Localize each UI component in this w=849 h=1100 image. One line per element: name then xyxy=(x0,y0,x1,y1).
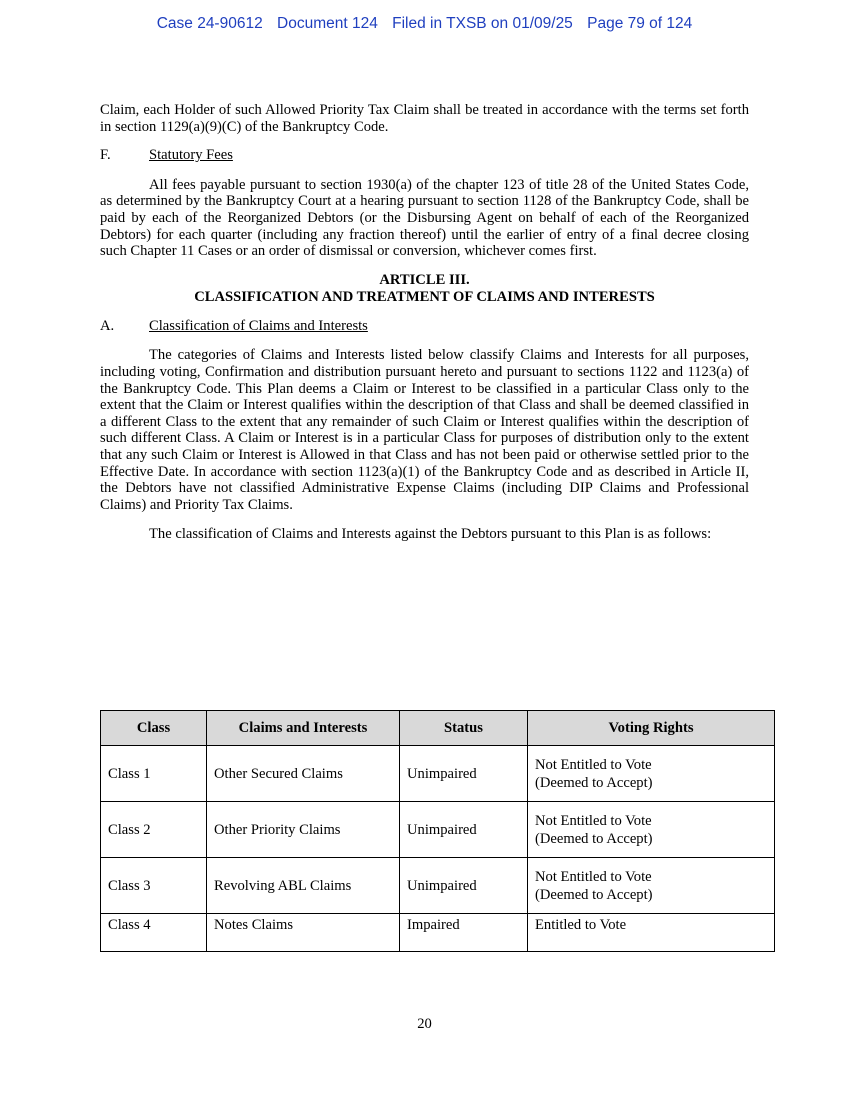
section-f-heading xyxy=(100,147,749,164)
class-cell: Class 2 xyxy=(101,802,207,858)
voting-line: Not Entitled to Vote xyxy=(535,868,652,885)
filing-header xyxy=(0,15,849,33)
column-header: Voting Rights xyxy=(528,711,775,746)
voting-cell xyxy=(528,914,775,952)
page-number: 20 xyxy=(417,1016,432,1032)
voting-line: Not Entitled to Vote xyxy=(535,812,652,829)
classification-table xyxy=(100,710,775,952)
claims-cell: Other Secured Claims xyxy=(207,746,400,802)
voting-line: Not Entitled to Vote xyxy=(535,756,652,773)
voting-line: Entitled to Vote xyxy=(535,917,627,933)
table-row xyxy=(101,914,775,952)
status-cell: Unimpaired xyxy=(400,802,528,858)
class-cell: Class 3 xyxy=(101,858,207,914)
document-number: Document 124 xyxy=(277,15,378,32)
voting-line: (Deemed to Accept) xyxy=(535,774,653,791)
article-title: CLASSIFICATION AND TREATMENT OF CLAIMS AND INTERESTS xyxy=(194,288,655,305)
classification-intro-paragraph: The classification of Claims and Interests against the Debtors pursuant to this Plan is as follows: xyxy=(149,526,712,543)
statutory-fees-paragraph: All fees payable pursuant to section 1930(a) of the chapter 123 of title 28 of the United States Code, as determined by the Bankruptcy Court at a hearing pursuant to section 1128 of the Bankruptcy Code, shall be paid by each of the Reorganized Debtors (or the Disbursing Agent on behalf of each of the Reorganized Debtors) for each quarter (including any fraction thereof) until the earlier of entry of a final decree closing such Chapter 11 Cases or an order of dismissal or conversion, whichever comes first. xyxy=(100,176,749,260)
voting-line: (Deemed to Accept) xyxy=(535,886,653,903)
table-row xyxy=(101,802,775,858)
continuation-paragraph: Claim, each Holder of such Allowed Priority Tax Claim shall be treated in accordance with the terms set forth in section 1129(a)(9)(C) of the Bankruptcy Code. xyxy=(100,102,749,135)
classification-paragraph: The categories of Claims and Interests listed below classify Claims and Interests for all purposes, including voting, Confirmation and distribution pursuant hereto and pursuant to sections 1122 and 1123(a) of the Bankruptcy Code. This Plan deems a Claim or Interest to be classified in a particular Class only to the extent that the Claim or Interest qualifies within the description of that Class and shall be deemed classified in a different Class to the extent that any remainder of such Claim or Interest qualifies within the description of such different Class. A Claim or Interest is in a particular Class for purposes of distribution only to the extent that any such Claim or Interest is Allowed in that Class and has not been paid or otherwise settled prior to the Effective Date. In accordance with section 1123(a)(1) of the Bankruptcy Code and as described in Article II, the Debtors have not classified Administrative Expense Claims (including DIP Claims and Professional Claims) and Priority Tax Claims. xyxy=(100,347,749,513)
status-cell: Unimpaired xyxy=(400,746,528,802)
article-number: ARTICLE III. xyxy=(379,271,470,288)
section-title: Classification of Claims and Interests xyxy=(149,317,368,334)
column-header: Status xyxy=(400,711,528,746)
voting-cell xyxy=(528,858,775,914)
claims-cell: Revolving ABL Claims xyxy=(207,858,400,914)
status-cell: Impaired xyxy=(400,914,528,952)
section-letter: A. xyxy=(100,317,115,334)
table-header-row xyxy=(101,711,775,746)
table-row xyxy=(101,746,775,802)
claims-cell: Notes Claims xyxy=(207,914,400,952)
section-a-heading xyxy=(100,318,749,335)
section-letter: F. xyxy=(100,147,111,164)
class-cell: Class 1 xyxy=(101,746,207,802)
filing-date: Filed in TXSB on 01/09/25 xyxy=(392,15,573,32)
case-number: Case 24-90612 xyxy=(156,15,263,32)
status-cell: Unimpaired xyxy=(400,858,528,914)
claims-cell: Other Priority Claims xyxy=(207,802,400,858)
page-of-total: Page 79 of 124 xyxy=(587,15,693,32)
column-header: Claims and Interests xyxy=(207,711,400,746)
column-header: Class xyxy=(101,711,207,746)
voting-line: (Deemed to Accept) xyxy=(535,830,653,847)
voting-cell xyxy=(528,746,775,802)
table-row xyxy=(101,858,775,914)
document-body xyxy=(100,102,749,543)
article-heading xyxy=(100,272,749,306)
section-title: Statutory Fees xyxy=(149,147,233,164)
class-cell: Class 4 xyxy=(101,914,207,952)
voting-cell xyxy=(528,802,775,858)
